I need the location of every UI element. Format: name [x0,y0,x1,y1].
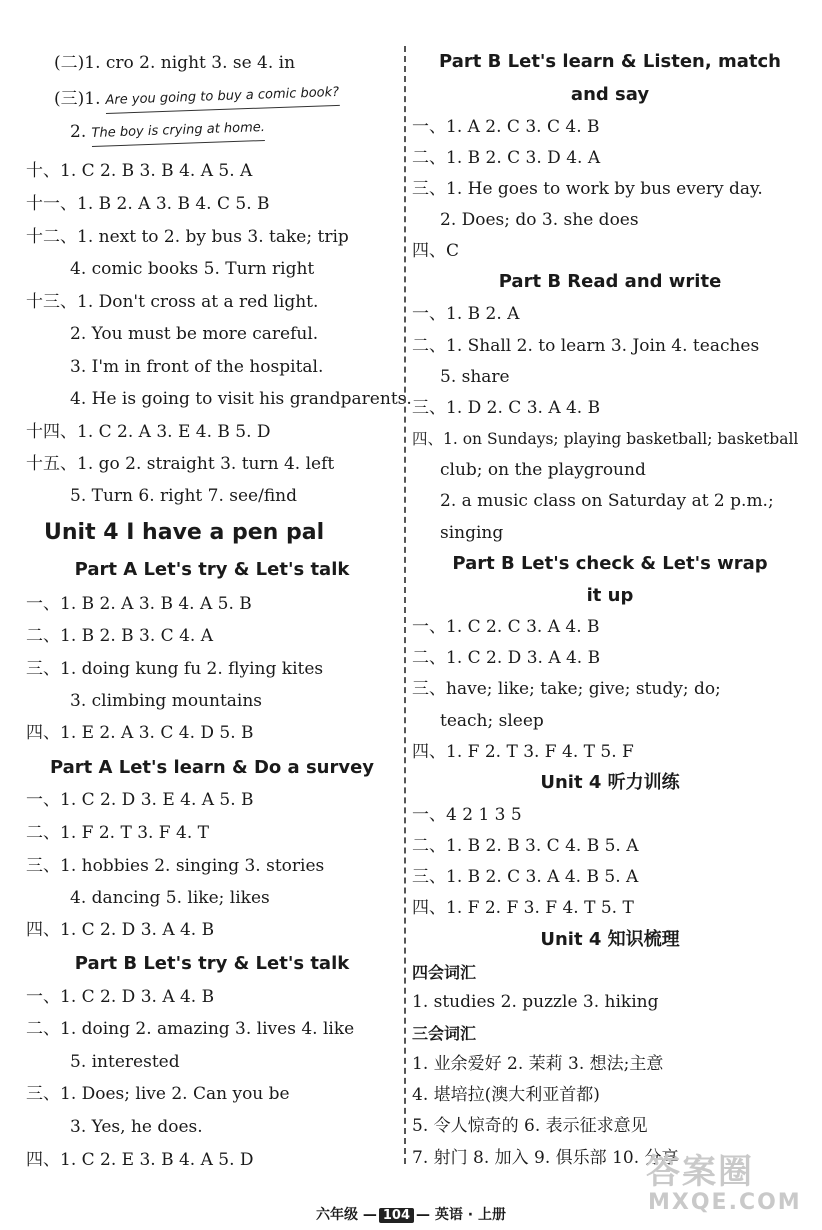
answer-line: 十一、1. B 2. A 3. B 4. C 5. B [26,194,270,214]
handwritten-answer: The boy is crying at home. [91,115,265,147]
answer-line: 一、1. A 2. C 3. C 4. B [412,117,600,137]
page-number: 104 [379,1208,414,1223]
section-heading: Part B Let's learn & Listen, match [439,51,781,72]
subheading: 四会词汇 [412,963,477,982]
answer-line: 4. He is going to visit his grandparents. [70,389,412,409]
answer-line [54,84,340,114]
unit-title: Unit 4 I have a pen pal [44,520,325,545]
answer-line: 三、1. Does; live 2. Can you be [26,1084,290,1104]
item-prefix: (三)1. [54,89,101,109]
answer-line: 三、1. B 2. C 3. A 4. B 5. A [412,867,639,887]
section-heading: Unit 4 听力训练 [540,772,680,793]
answer-line: 一、1. C 2. D 3. E 4. A 5. B [26,790,254,810]
section-heading: Part B Read and write [498,271,722,292]
answer-line: 5. Turn 6. right 7. see/find [70,486,298,506]
answer-line: 5. interested [70,1052,180,1072]
section-heading: Part B Let's try & Let's talk [74,953,350,974]
watermark-logo [640,1138,810,1218]
answer-line: 四、1. F 2. T 3. F 4. T 5. F [412,742,634,762]
answer-line: 三、1. hobbies 2. singing 3. stories [26,856,325,876]
answer-line: 二、1. B 2. B 3. C 4. B 5. A [412,836,639,856]
answer-line: 三、1. doing kung fu 2. flying kites [26,659,324,679]
answer-line: 一、1. B 2. A 3. B 4. A 5. B [26,594,252,614]
answer-line: 三、have; like; take; give; study; do; [412,679,721,699]
answer-line: teach; sleep [440,711,544,731]
answer-line: 十四、1. C 2. A 3. E 4. B 5. D [26,422,271,442]
answer-line: 三、1. D 2. C 3. A 4. B [412,398,601,418]
handwritten-answer: Are you going to buy a comic book? [105,80,339,114]
answer-line: 5. 令人惊奇的 6. 表示征求意见 [412,1116,648,1136]
answer-line: 2. a music class on Saturday at 2 p.m.; [440,491,774,511]
answer-line: 十三、1. Don't cross at a red light. [26,292,319,312]
subheading: 三会词汇 [412,1024,477,1043]
answer-line: club; on the playground [440,460,646,480]
answer-line: 3. I'm in front of the hospital. [70,357,324,377]
item-prefix: 2. [70,122,87,142]
answer-line: 一、4 2 1 3 5 [412,805,522,825]
answer-line: 四、1. C 2. E 3. B 4. A 5. D [26,1150,254,1170]
answer-line: 二、1. doing 2. amazing 3. lives 4. like [26,1019,355,1039]
section-heading: Unit 4 知识梳理 [540,929,680,950]
answer-line: 二、1. C 2. D 3. A 4. B [412,648,601,668]
section-heading: Part A Let's try & Let's talk [74,559,350,580]
answer-line: 二、1. Shall 2. to learn 3. Join 4. teaches [412,336,760,356]
answer-line: 3. climbing mountains [70,691,263,711]
section-heading: Part A Let's learn & Do a survey [49,757,375,778]
answer-line: 二、1. F 2. T 3. F 4. T [26,823,209,843]
answer-line: 一、1. C 2. C 3. A 4. B [412,617,600,637]
section-heading: and say [570,84,650,105]
watermark-text: 答案圈 [646,1152,754,1192]
answer-line: 3. Yes, he does. [70,1117,203,1137]
answer-line: 5. share [440,367,510,387]
answer-line: 十、1. C 2. B 3. B 4. A 5. A [26,161,253,181]
answer-line: 4. dancing 5. like; likes [70,888,270,908]
footer-grade: 六年级 — [316,1207,377,1223]
answer-line: (二)1. cro 2. night 3. se 4. in [54,53,296,73]
answer-line: 7. 射门 8. 加入 9. 俱乐部 10. 分享 [412,1148,679,1168]
answer-line: 四、1. F 2. F 3. F 4. T 5. T [412,898,634,918]
answer-line: 4. 堪培拉(澳大利亚首都) [412,1085,600,1105]
answer-line: 二、1. B 2. C 3. D 4. A [412,148,601,168]
answer-line: 一、1. B 2. A [412,304,520,324]
answer-line: 三、1. He goes to work by bus every day. [412,179,763,199]
answer-line: 4. comic books 5. Turn right [70,259,315,279]
answer-line: 四、C [412,241,460,261]
column-divider [404,46,406,1164]
section-heading: it up [586,585,634,606]
answer-line: 四、1. E 2. A 3. C 4. D 5. B [26,723,254,743]
answer-line: 二、1. B 2. B 3. C 4. A [26,626,213,646]
answer-line: 四、1. C 2. D 3. A 4. B [26,920,215,940]
section-heading: Part B Let's check & Let's wrap [452,553,768,574]
answer-line: 十二、1. next to 2. by bus 3. take; trip [26,227,349,247]
footer-subject: — 英语 · 上册 [416,1207,506,1223]
answer-line: singing [440,523,504,543]
answer-line: 十五、1. go 2. straight 3. turn 4. left [26,454,335,474]
answer-line: 1. 业余爱好 2. 茉莉 3. 想法;主意 [412,1054,664,1074]
watermark-url: MXQE.COM [648,1190,802,1215]
answer-line: 2. Does; do 3. she does [440,210,639,230]
answer-line: 四、1. on Sundays; playing basketball; basketball [412,430,799,448]
answer-line [70,121,265,147]
answer-line: 一、1. C 2. D 3. A 4. B [26,987,215,1007]
answer-line: 1. studies 2. puzzle 3. hiking [412,992,659,1012]
answer-line: 2. You must be more careful. [70,324,319,344]
